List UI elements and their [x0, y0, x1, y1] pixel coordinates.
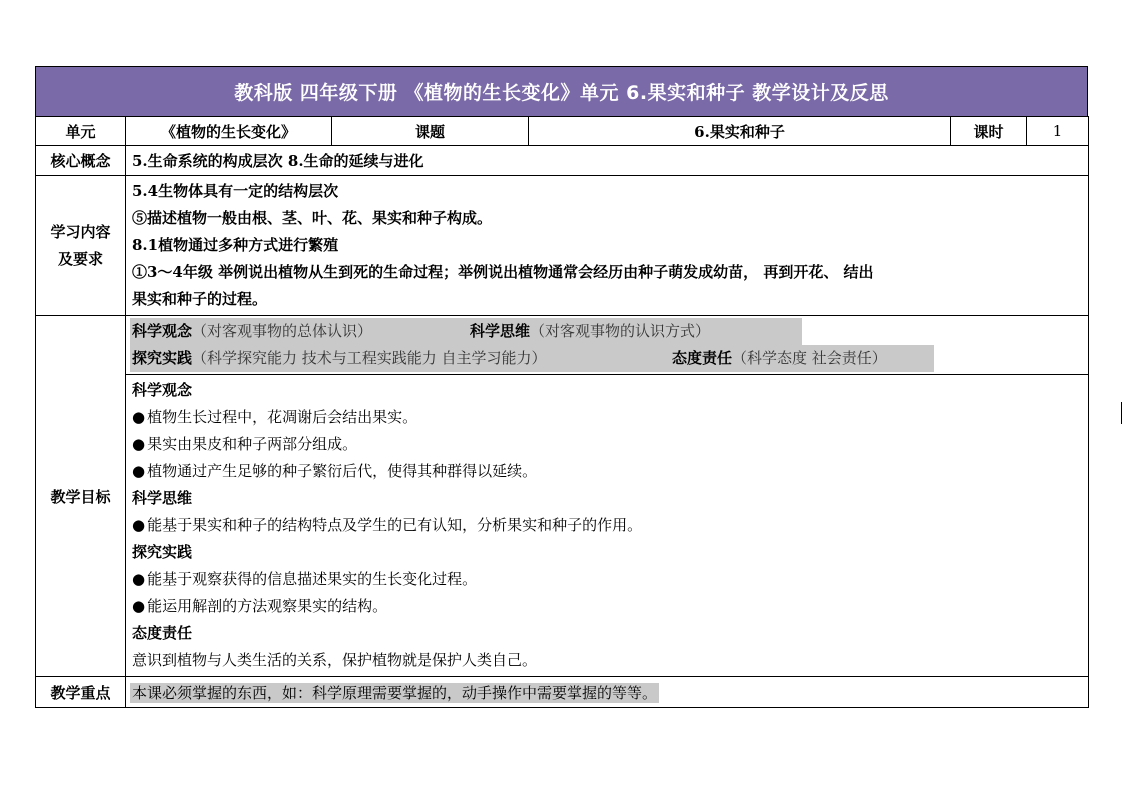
learning-content-label-line2: 及要求 — [57, 249, 103, 268]
unit-label: 单元 — [36, 117, 126, 146]
concept-item: ● 果实由果皮和种子两部分组成。 — [132, 435, 358, 453]
attitude-heading: 态度责任 — [132, 624, 193, 642]
period-value: 1 — [1027, 117, 1089, 146]
bullet-icon: ● — [132, 597, 146, 615]
concept-heading: 科学观念 — [132, 381, 193, 399]
tag-concept: 科学观念（对客观事物的总体认识） — [130, 318, 450, 345]
concept-item: ● 植物生长过程中，花凋谢后会结出果实。 — [132, 408, 418, 426]
tags-line-1 — [130, 318, 1084, 345]
learning-content-body — [126, 176, 1089, 316]
tag-practice: 探究实践（科学探究能力 技术与工程实践能力 自主学习能力） — [130, 345, 664, 372]
lesson-plan-table — [35, 116, 1089, 708]
thinking-item: ● 能基于果实和种子的结构特点及学生的已有认知，分析果实和种子的作用。 — [132, 516, 643, 534]
bullet-icon: ● — [132, 516, 146, 534]
concept-item: ● 植物通过产生足够的种子繁衍后代，使得其种群得以延续。 — [132, 462, 538, 480]
practice-item: ● 能运用解剖的方法观察果实的结构。 — [132, 597, 388, 615]
topic-label: 课题 — [332, 117, 529, 146]
learning-content-line: 8.1植物通过多种方式进行繁殖 — [132, 236, 339, 254]
bullet-icon: ● — [132, 435, 146, 453]
tags-line-2 — [130, 345, 1084, 372]
objectives-tags-row — [36, 316, 1089, 375]
key-points-row — [36, 677, 1089, 708]
tag-attitude: 态度责任（科学态度 社会责任） — [664, 345, 934, 372]
bullet-icon: ● — [132, 408, 146, 426]
key-points-cell — [126, 677, 1089, 708]
objectives-tags — [126, 316, 1089, 375]
unit-value: 《植物的生长变化》 — [126, 117, 332, 146]
tag-thinking: 科学思维（对客观事物的认识方式） — [450, 318, 802, 345]
attitude-text: 意识到植物与人类生活的关系，保护植物就是保护人类自己。 — [132, 651, 538, 669]
objectives-detail-row — [36, 375, 1089, 677]
core-concepts-row — [36, 146, 1089, 176]
document-title: 教科版 四年级下册 《植物的生长变化》单元 6.果实和种子 教学设计及反思 — [35, 66, 1088, 116]
topic-value: 6.果实和种子 — [529, 117, 951, 146]
learning-content-label-line1: 学习内容 — [50, 222, 111, 241]
learning-content-line: 果实和种子的过程。 — [132, 290, 268, 308]
learning-content-line: 5.4生物体具有一定的结构层次 — [132, 182, 339, 200]
learning-content-row — [36, 176, 1089, 316]
core-concepts-label: 核心概念 — [36, 146, 126, 176]
key-points-label: 教学重点 — [36, 677, 126, 708]
lesson-plan-document — [35, 66, 1088, 708]
objectives-label: 教学目标 — [36, 316, 126, 677]
practice-heading: 探究实践 — [132, 543, 193, 561]
learning-content-label — [36, 176, 126, 316]
bullet-icon: ● — [132, 462, 146, 480]
bullet-icon: ● — [132, 570, 146, 588]
learning-content-line: ①3～4年级 举例说出植物从生到死的生命过程；举例说出植物通常会经历由种子萌发成幼苗， 再到开花、 结出 — [132, 263, 874, 281]
core-concepts-value: 5.生命系统的构成层次 8.生命的延续与进化 — [126, 146, 1089, 176]
thinking-heading: 科学思维 — [132, 489, 193, 507]
learning-content-line: ⑤描述植物一般由根、茎、叶、花、果实和种子构成。 — [132, 209, 493, 227]
practice-item: ● 能基于观察获得的信息描述果实的生长变化过程。 — [132, 570, 478, 588]
key-points-value: 本课必须掌握的东西，如：科学原理需要掌握的，动手操作中需要掌握的等等。 — [132, 683, 658, 702]
text-cursor — [1121, 402, 1122, 424]
header-row — [36, 117, 1089, 146]
objectives-detail — [126, 375, 1089, 677]
period-label: 课时 — [951, 117, 1027, 146]
